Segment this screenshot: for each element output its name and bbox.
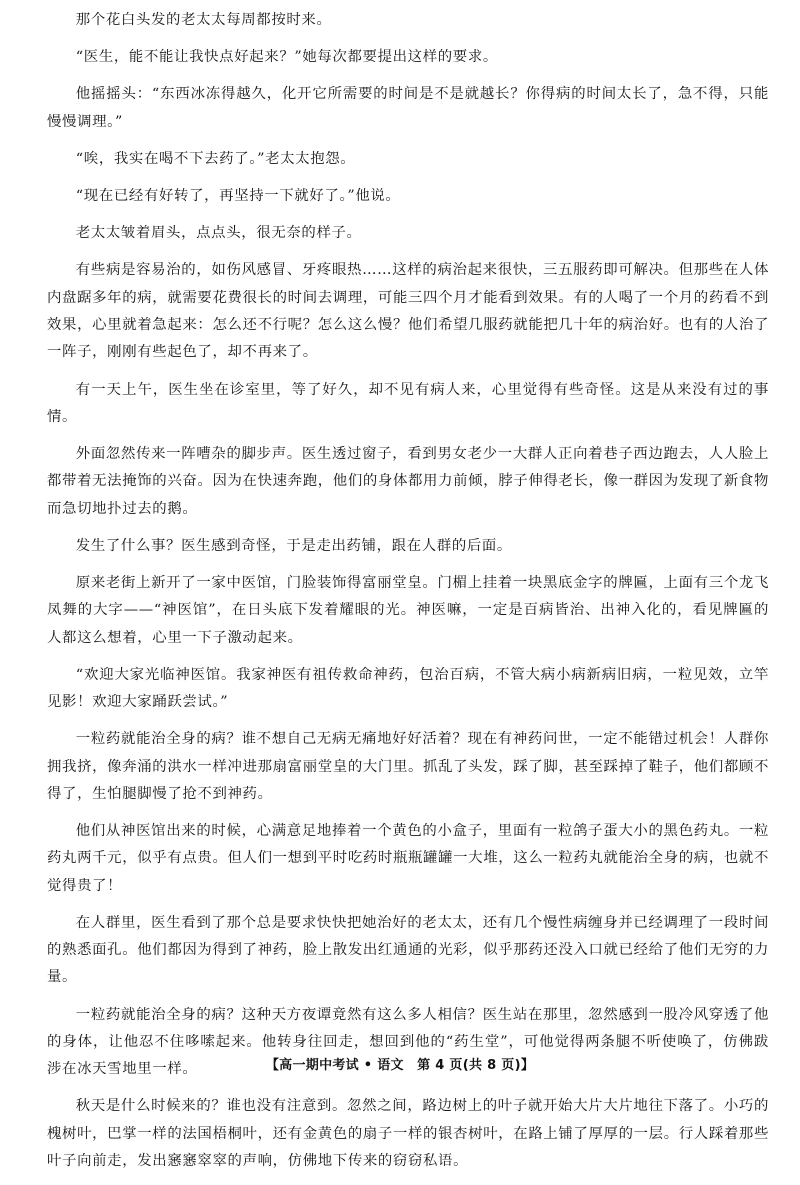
paragraph: 老太太皱着眉头，点点头，很无奈的样子。: [75, 225, 362, 242]
paragraph: 他摇摇头：“东西冰冻得越久，化开它所需要的时间是不是就越长？你得病的时间太长了，急不得，只能慢慢调理。”: [47, 86, 769, 130]
paragraph: 一粒药就能治全身的病？这种天方夜谭竟然有这么多人相信？医生站在那里，忽然感到一股冷风穿透了他的身体，让他忍不住哆嗦起来。他转身往回走，想回到他的“药生堂”，可他觉得两条腿不听使唤了，仿佛跋涉在冰天雪地里一样。: [47, 1006, 769, 1078]
paragraph: 原来老街上新开了一家中医馆，门脸装饰得富丽堂皇。门楣上挂着一块黑底金字的牌匾，上面有三个龙飞凤舞的大字——“神医馆”，在日头底下发着耀眼的光。神医嘛，一定是百病皆治、出神入化的，看见牌匾的人都这么想着，心里一下子激动起来。: [47, 574, 769, 646]
paragraph: “唉，我实在喝不下去药了。”老太太抱怨。: [75, 150, 356, 167]
page-footer: 【高一期中考试 • 语文 第 4 页(共 8 页)】: [265, 1058, 535, 1073]
passage-text: [47, 7, 769, 1185]
paragraph: 那个花白头发的老太太每周都按时来。: [75, 12, 332, 28]
paragraph: 外面忽然传来一阵嘈杂的脚步声。医生透过窗子，看到男女老少一大群人正向着巷子西边跑去，人人脸上都带着无法掩饰的兴奋。因为在快速奔跑，他们的身体都用力前倾，脖子伸得老长，像一群因为发现了新食物而急切地扑过去的鹅。: [47, 445, 769, 517]
paragraph: “欢迎大家光临神医馆。我家神医有祖传救命神药，包治百病，不管大病小病新病旧病，一粒见效，立竿见影！欢迎大家踊跃尝试。”: [47, 666, 769, 711]
paragraph: 他们从神医馆出来的时候，心满意足地捧着一个黄色的小盒子，里面有一粒鸽子蛋大小的黑色药丸。一粒药丸两千元，似乎有点贵。但人们一想到平时吃药时瓶瓶罐罐一大堆，这么一粒药丸就能治全身的病，也就不觉得贵了！: [47, 823, 769, 894]
paragraph: 在人群里，医生看到了那个总是要求快快把她治好的老太太，还有几个慢性病缠身并已经调理了一段时间的熟悉面孔。他们都因为得到了神药，脸上散发出红通通的光彩，似乎那药还没入口就已经给了他们无穷的力量。: [47, 914, 769, 986]
paragraph: “医生，能不能让我快点好起来？”她每次都要提出这样的要求。: [75, 49, 498, 66]
paragraph: “现在已经有好转了，再坚持一下就好了。”他说。: [75, 188, 401, 205]
paragraph: 发生了什么事？医生感到奇怪，于是走出药铺，跟在人群的后面。: [75, 537, 512, 554]
paragraph: 一粒药就能治全身的病？谁不想自己无病无痛地好好活着？现在有神药问世，一定不能错过机会！人群你拥我挤，像奔涌的洪水一样冲进那扇富丽堂皇的大门里。抓乱了头发，踩了脚，甚至踩掉了鞋子，他们都顾不得了，生怕腿脚慢了抢不到神药。: [47, 731, 769, 802]
paragraph: 秋天是什么时候来的？谁也没有注意到。忽然之间，路边树上的叶子就开始大片大片地往下落了。小巧的槐树叶，巴掌一样的法国梧桐叶，还有金黄色的扇子一样的银杏树叶，在路上铺了厚厚的一层。行人踩着那些叶子向前走，发出窸窸窣窣的声响，仿佛地下传来的窃窃私语。: [47, 1098, 769, 1169]
paragraph: 有一天上午，医生坐在诊室里，等了好久，却不见有病人来，心里觉得有些奇怪。这是从来没有过的事情。: [47, 381, 769, 425]
paragraph: 有些病是容易治的，如伤风感冒、牙疼眼热……这样的病治起来很快，三五服药即可解决。但那些在人体内盘踞多年的病，就需要花费很长的时间去调理，可能三四个月才能看到效果。有的人喝了一个月的药看不到效果，心里就着急起来：怎么还不行呢？怎么这么慢？他们希望几服药就能把几十年的病治好。也有的人治了一阵子，刚刚有些起色了，却不再来了。: [47, 262, 769, 361]
